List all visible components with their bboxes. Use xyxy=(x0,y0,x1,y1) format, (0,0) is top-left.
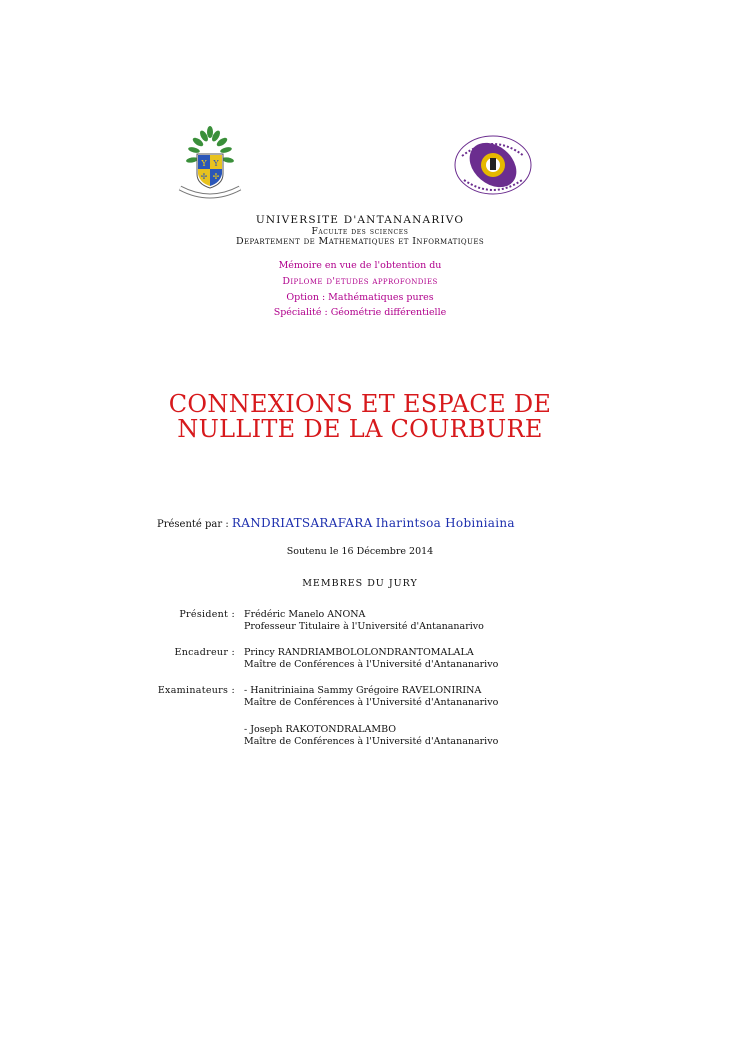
presenter-line xyxy=(157,516,515,530)
svg-text:✢: ✢ xyxy=(200,172,208,181)
president-role: Président : xyxy=(179,609,235,620)
examiner-2-entry xyxy=(244,724,498,748)
jury-heading: MEMBRES DU JURY xyxy=(302,578,418,589)
faculty-name: Faculte des sciences xyxy=(311,227,409,237)
supervisor-entry xyxy=(244,647,498,671)
svg-text:✢: ✢ xyxy=(212,172,220,181)
option-line: Option : Mathématiques pures xyxy=(286,292,434,303)
examiners-role: Examinateurs : xyxy=(157,685,235,696)
thesis-title-line-1: CONNEXIONS ET ESPACE DE xyxy=(168,390,552,418)
diploma-line: Diplome d'etudes approfondies xyxy=(282,276,438,287)
thesis-title xyxy=(100,392,620,442)
thesis-title-line-2: NULLITE DE LA COURBURE xyxy=(177,415,543,443)
presenter-given-names: Iharintsoa Hobiniaina xyxy=(375,516,515,530)
supervisor-name: Princy RANDRIAMBOLOLONDRANTOMALALA xyxy=(244,647,474,658)
examiner-1-entry xyxy=(244,685,498,709)
examiner-2-name: - Joseph RAKOTONDRALAMBO xyxy=(244,724,397,735)
university-name: UNIVERSITE D'ANTANANARIVO xyxy=(255,214,465,226)
supervisor-title: Maître de Conférences à l'Université d'Antananarivo xyxy=(244,659,499,670)
examiner-1-title: Maître de Conférences à l'Université d'Antananarivo xyxy=(244,697,499,708)
defense-date: Soutenu le 16 Décembre 2014 xyxy=(286,546,434,557)
supervisor-role: Encadreur : xyxy=(174,647,235,658)
svg-text:Y: Y xyxy=(201,159,207,168)
presenter-surname: RANDRIATSARAFARA xyxy=(231,516,373,530)
faculty-logo xyxy=(452,134,534,196)
svg-text:Y: Y xyxy=(213,159,219,168)
speciality-line: Spécialité : Géométrie différentielle xyxy=(273,307,447,318)
president-title: Professeur Titulaire à l'Université d'Antananarivo xyxy=(244,621,484,632)
presenter-label: Présenté par : xyxy=(157,519,229,530)
university-logo xyxy=(176,124,244,208)
examiner-2-title: Maître de Conférences à l'Université d'Antananarivo xyxy=(244,736,499,747)
president-entry xyxy=(244,609,484,633)
president-name: Frédéric Manelo ANONA xyxy=(244,609,366,620)
department-name: Departement de Mathematiques et Informatiques xyxy=(235,236,485,247)
memo-line: Mémoire en vue de l'obtention du xyxy=(278,260,442,271)
examiner-1-name: - Hanitriniaina Sammy Grégoire RAVELONIRINA xyxy=(244,685,482,696)
